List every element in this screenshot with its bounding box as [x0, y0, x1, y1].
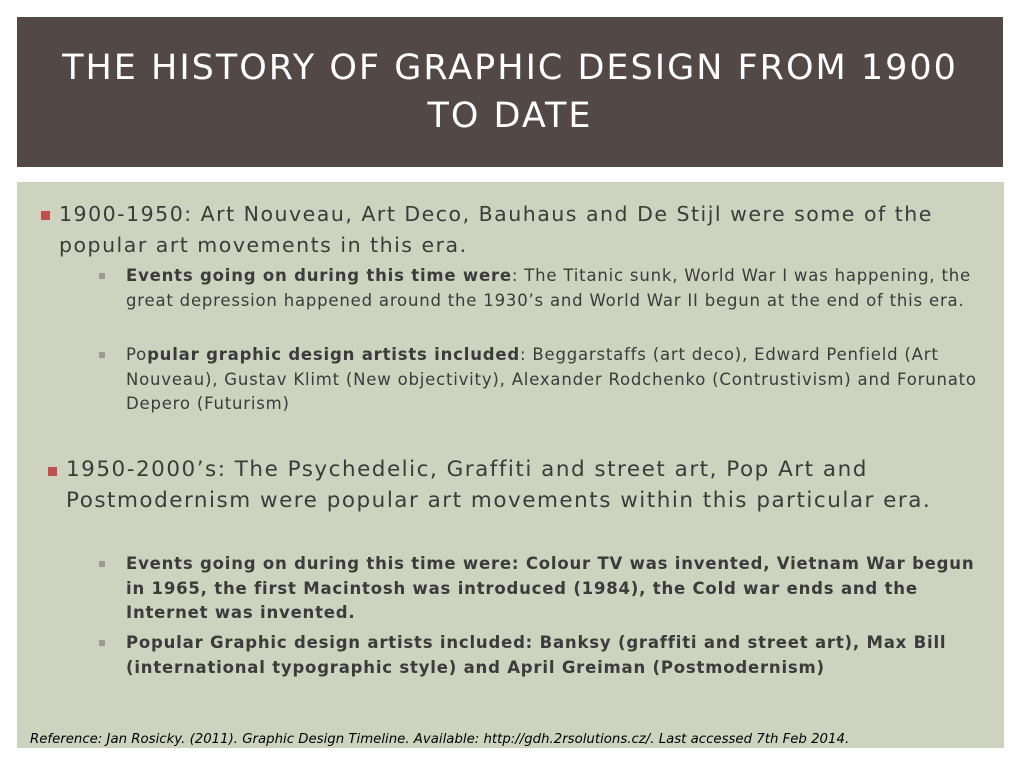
small-square-bullet-icon: [99, 273, 105, 279]
sub-bullet-text: Popular Graphic design artists included: Banksy (graffiti and street art), Max Bill (international typographic style) and April Greiman (Postmodernism): [126, 633, 947, 677]
sub-bullet-text: [99, 264, 989, 313]
slide-title: THE HISTORY OF GRAPHIC DESIGN FROM 1900 TO DATE: [62, 48, 958, 136]
sub-bullet-rest: : Beggarstaffs (art deco), Edward Penfield (Art Nouveau), Gustav Klimt (New objectivity), Alexander Rodchenko (Contrustivism) and Forunato Depero (Futurism): [126, 345, 977, 413]
sub-bullet-bold: Events going on during this time were: [126, 266, 512, 285]
bullet-text: 1950-2000’s: The Psychedelic, Graffiti and street art, Pop Art and Postmodernism were popular art movements within this particular era.: [66, 457, 932, 513]
sub-bullet-rest: : The Titanic sunk, World War I was happening, the great depression happened around the 1930’s and World War II begun at the end of this era.: [126, 266, 971, 310]
reference-citation: Reference: Jan Rosicky. (2011). Graphic Design Timeline. Available: http://gdh.2rsolutions.cz/. Last accessed 7th Feb 2014.: [30, 732, 850, 747]
square-bullet-icon: [48, 467, 57, 476]
sub-bullet-bold: pular graphic design artists included: [147, 345, 520, 364]
small-square-bullet-icon: [99, 561, 105, 567]
sub-bullet-events-1950: [99, 552, 989, 626]
bullet-1950-2000: [48, 455, 968, 516]
sub-bullet-text: [99, 343, 989, 417]
sub-bullet-events-1900: [99, 264, 989, 313]
small-square-bullet-icon: [99, 640, 105, 646]
sub-bullet-prefix: Po: [126, 345, 148, 364]
small-square-bullet-icon: [99, 352, 105, 358]
sub-bullet-text: Events going on during this time were: Colour TV was invented, Vietnam War begun in 1965, the first Macintosh was introduced (1984), the Cold war ends and the Internet was invented.: [126, 554, 975, 622]
sub-bullet-artists-1900: [99, 343, 989, 417]
sub-bullet-artists-1950: [99, 631, 989, 680]
bullet-1900-1950: [41, 199, 961, 260]
title-bar: [17, 17, 1003, 167]
square-bullet-icon: [41, 211, 50, 220]
bullet-text: 1900-1950: Art Nouveau, Art Deco, Bauhaus and De Stijl were some of the popular art movements in this era.: [59, 202, 933, 257]
